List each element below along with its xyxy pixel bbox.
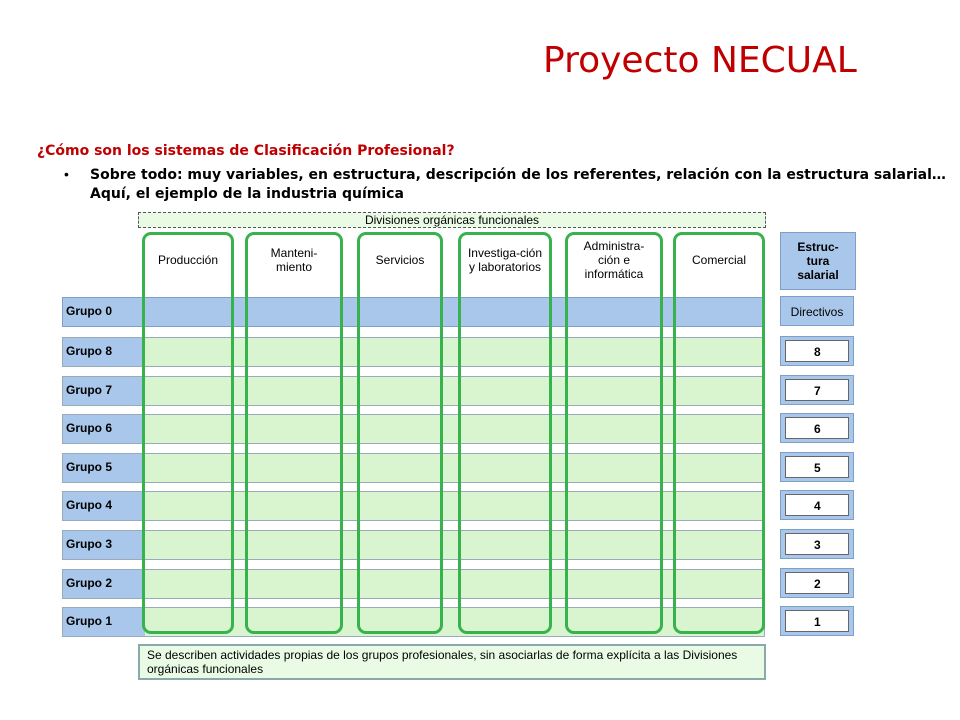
salary-level-cell (780, 490, 854, 520)
salary-level-value: 3 (785, 533, 849, 555)
salary-level-value: 4 (785, 494, 849, 516)
salary-level-value: 5 (785, 456, 849, 478)
division-column-label: Comercial (691, 253, 746, 267)
division-column (142, 232, 234, 634)
salary-level-cell (780, 529, 854, 559)
division-column (458, 232, 552, 634)
group-label: Grupo 0 (66, 304, 113, 318)
group-label: Grupo 4 (66, 498, 113, 512)
bullet-marker: • (64, 166, 69, 182)
salary-level-value: 6 (785, 417, 849, 439)
salary-level-cell (780, 413, 854, 443)
division-column (565, 232, 663, 634)
salary-level-cell (780, 568, 854, 598)
division-column-label: Producción (157, 253, 219, 267)
group-label: Grupo 1 (66, 614, 113, 628)
division-column-label: Administra- ción e informática (583, 239, 645, 281)
salary-level-value: 1 (785, 610, 849, 632)
salary-level-directivos: Directivos (780, 296, 854, 326)
group-label: Grupo 7 (66, 383, 113, 397)
footer-text: Se describen actividades propias de los grupos profesionales, sin asociarlas de forma explícita a las Divisiones orgánicas funcionales (147, 648, 738, 676)
division-column (357, 232, 443, 634)
salary-level-cell (780, 375, 854, 405)
division-column-label: Manteni- miento (270, 246, 318, 274)
salary-level-value: 7 (785, 379, 849, 401)
bullet-line-1: Sobre todo: muy variables, en estructura, descripción de los referentes, relación con la estructura salarial… (90, 167, 946, 183)
section-question: ¿Cómo son los sistemas de Clasificación Profesional? (37, 143, 455, 159)
salary-level-value: 8 (785, 340, 849, 362)
division-column (245, 232, 343, 634)
salary-level-value: 2 (785, 572, 849, 594)
group-label: Grupo 2 (66, 576, 113, 590)
division-column (673, 232, 765, 634)
salary-structure-header: Estruc- tura salarial (780, 232, 856, 290)
bullet-text (90, 166, 946, 204)
division-column-label: Servicios (375, 253, 425, 267)
salary-level-cell (780, 606, 854, 636)
group-label: Grupo 3 (66, 537, 113, 551)
salary-level-cell (780, 336, 854, 366)
group-label: Grupo 8 (66, 344, 113, 358)
divisions-header: Divisiones orgánicas funcionales (138, 212, 766, 228)
division-column-label: Investiga-ción y laboratorios (467, 246, 543, 274)
page-title: Proyecto NECUAL (543, 40, 857, 81)
group-label: Grupo 5 (66, 460, 113, 474)
bullet-line-2: Aquí, el ejemplo de la industria química (90, 186, 404, 202)
salary-level-cell (780, 452, 854, 482)
group-label: Grupo 6 (66, 421, 113, 435)
